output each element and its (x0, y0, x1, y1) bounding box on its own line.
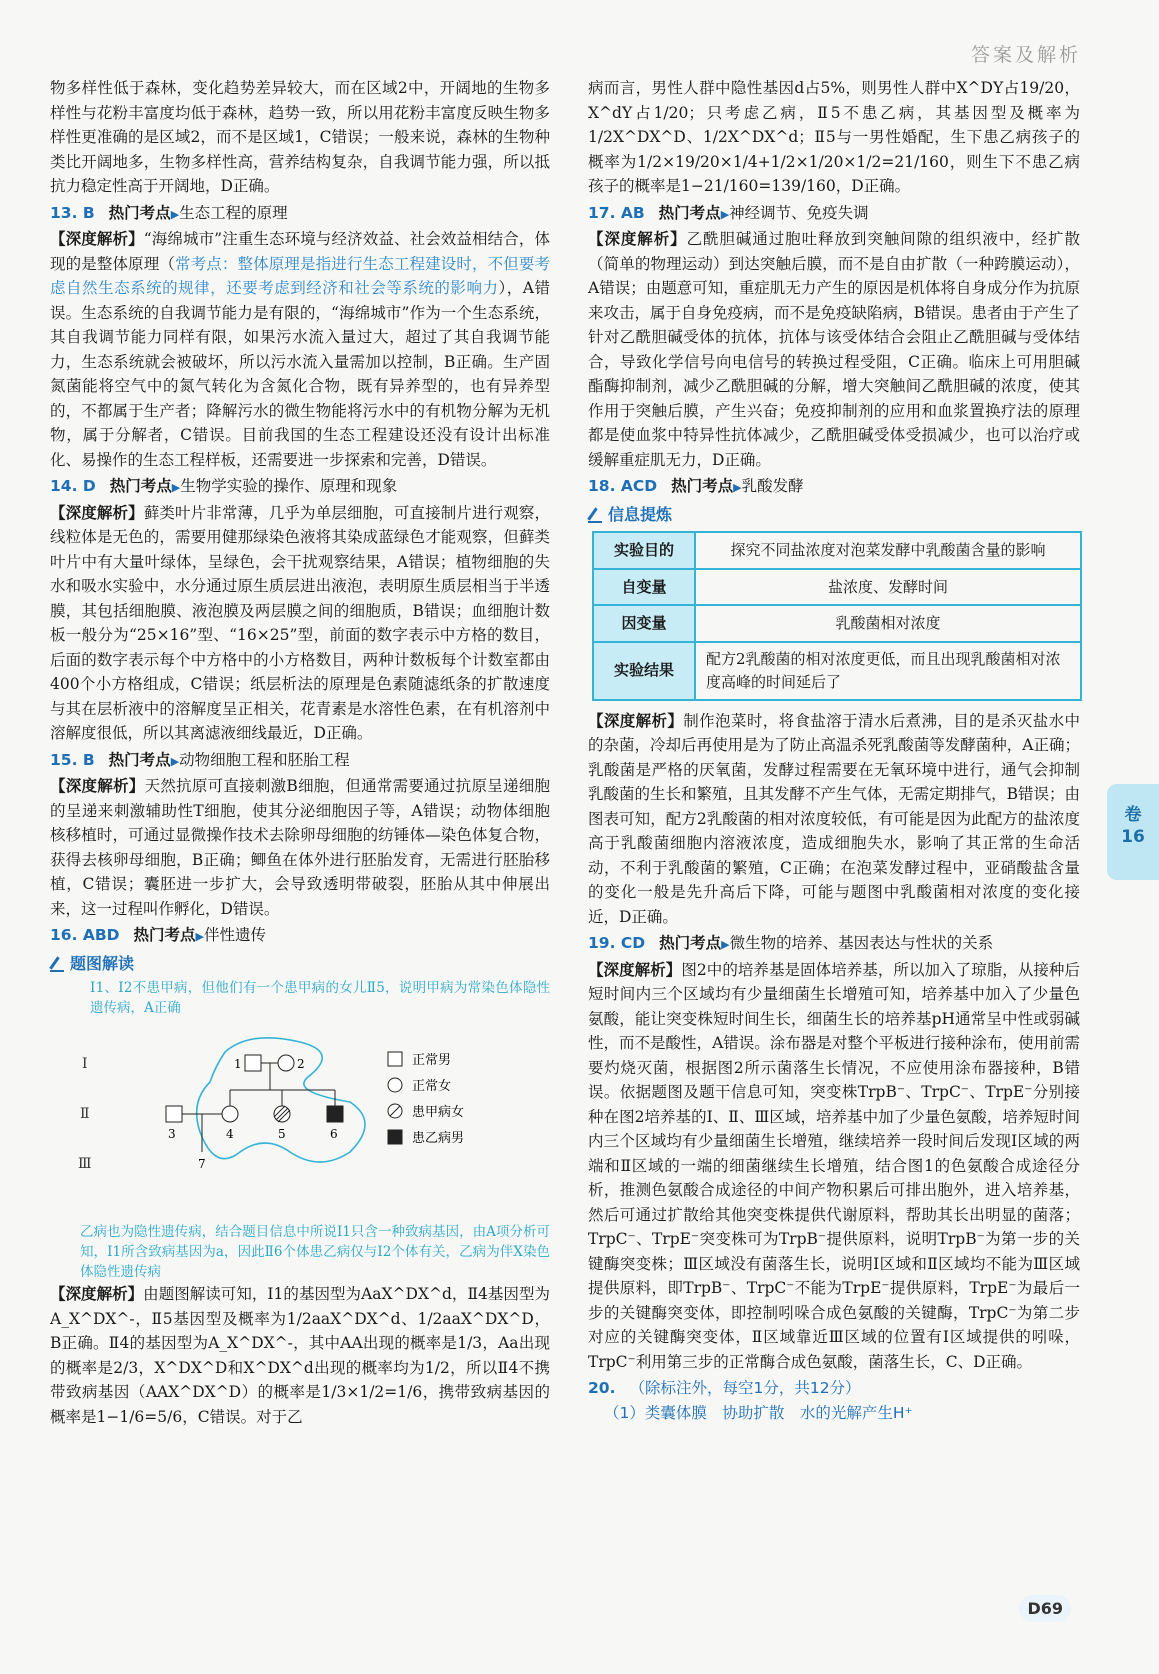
table-value-cell: 配方2乳酸菌的相对浓度更低，而且出现乳酸菌相对浓度高峰的时间延后了 (695, 642, 1081, 700)
q14-label: 【深度解析】 (50, 502, 144, 522)
q15-body (50, 774, 550, 921)
table-head-cell: 自变量 (593, 569, 695, 606)
arrow-icon: ▶ (720, 207, 730, 221)
pen-icon (588, 507, 602, 523)
q18-section-title (588, 503, 1080, 528)
table-value-cell: 乳酸菌相对浓度 (695, 605, 1081, 642)
page-header (0, 0, 1159, 66)
gen-label-3: Ⅲ (78, 1156, 92, 1172)
legend-normal-male-icon (388, 1052, 402, 1066)
ind-label-1: 1 (234, 1057, 242, 1071)
q13-header (50, 201, 550, 228)
ind-label-3: 3 (168, 1127, 176, 1141)
individual-I2 (278, 1055, 294, 1071)
q20-head: （除标注外，每空1分，共12分） (629, 1379, 861, 1397)
side-tab-label: 卷 (1124, 805, 1142, 825)
q13-number: 13. B (50, 203, 95, 222)
q16-bottom-note: 乙病也为隐性遗传病，结合题目信息中所说Ⅰ1只含一种致病基因，由A项分析可知，Ⅰ1所含致病基因为a，因此Ⅱ6个体患乙病仅与Ⅰ2个体有关，乙病为伴X染色体隐性遗传病 (80, 1224, 550, 1280)
q13-note: 常考点：整体原理是指进行生态工程建设时，不但要考虑自然生态系统的规律，还要考虑到经济和社会等系统的影响力 (50, 254, 550, 297)
q19-topic: 微生物的培养、基因表达与性状的关系 (729, 934, 994, 952)
question-13 (50, 201, 550, 473)
table-row (593, 605, 1081, 642)
q13-tag: 热门考点 (108, 203, 171, 222)
individual-II4 (222, 1106, 238, 1122)
arrow-icon: ▶ (721, 938, 730, 951)
q16-top-note: Ⅰ1、Ⅰ2不患甲病，但他们有一个患甲病的女儿Ⅱ5，说明甲病为常染色体隐性遗传病，A正确 (90, 980, 550, 1016)
q17-header (588, 201, 1080, 228)
q14-header (50, 474, 550, 501)
arrow-icon: ▶ (733, 481, 742, 494)
table-row (593, 569, 1081, 606)
q18-header (588, 474, 1080, 501)
q19-number: 19. CD (588, 934, 646, 952)
q13-body (50, 227, 550, 472)
q16-number: 16. ABD (50, 926, 120, 944)
q18-number: 18. ACD (588, 477, 658, 495)
arrow-icon: ▶ (195, 930, 205, 943)
q16-label: 【深度解析】 (50, 1284, 144, 1303)
q16-section-label: 题图解读 (70, 953, 135, 973)
q15-topic: 动物细胞工程和胚胎工程 (179, 750, 350, 769)
q16-section-title (50, 952, 550, 977)
ind-label-6: 6 (330, 1127, 338, 1141)
q14-text: 藓类叶片非常薄，几乎为单层细胞，可直接制片进行观察，线粒体是无色的，需要用健那绿染色液将其染成蓝绿色才能观察，但藓类叶片中有大量叶绿体，呈绿色，会干扰观察结果，A错误；植物细胞的失水和吸水实验中，水分通过原生质层进出液泡，表明原生质层相当于半透膜，其包括细胞膜、液泡膜及两层膜之间的细胞质，B错误；血细胞计数板一般分为“25×16”型、“16×25”型，前面的数字表示中方格的数目，后面的数字表示每个中方格中的小方格数目，两种计数板每个计数室都由400个小方格组成，C错误；纸层析法的原理是色素随滤纸条的扩散速度与其在层析液中的溶解度呈正相关，花青素是水溶性色素，在有机溶剂中溶解度很低，所以其离滤液细线最近，D正确。 (50, 503, 550, 742)
q18-label: 【深度解析】 (588, 710, 684, 730)
gen-label-1: Ⅰ (82, 1056, 88, 1072)
q13-topic: 生态工程的原理 (179, 203, 288, 222)
pedigree-svg (50, 1022, 550, 1212)
question-15 (50, 748, 550, 922)
right-intro-text: 病而言，男性人群中隐性基因d占5%，则男性人群中X^DY占19/20，X^dY占1/20；只考虑乙病，Ⅱ5不患乙病，其基因型及概率为1/2X^DX^D、1/2X^DX^d；Ⅱ5与一男性婚配，生下患乙病孩子的概率为1/2×19/20×1/4+1/2×1/20×1/2=21/160，则生下不患乙病孩子的概率是1−21/160=139/160，D正确。 (588, 79, 1080, 195)
left-column (50, 76, 550, 1429)
q19-label: 【深度解析】 (588, 959, 682, 979)
gen-label-2: Ⅱ (80, 1106, 90, 1122)
q15-label: 【深度解析】 (50, 776, 145, 795)
question-18 (588, 474, 1080, 929)
q13-text-a: “海绵城市”注重生态环境与经济效益、社会效益相结合，体现的是整体原理（ (50, 230, 550, 273)
legend-label-2: 患甲病女 (412, 1105, 465, 1120)
arrow-icon: ▶ (170, 207, 180, 221)
q16-tag: 热门考点 (133, 926, 196, 944)
legend-label-1: 正常女 (412, 1079, 452, 1094)
side-tab-number: 16 (1121, 827, 1145, 847)
q15-header (50, 748, 550, 775)
q18-body (588, 709, 1080, 930)
q18-tag: 热门考点 (671, 477, 734, 495)
table-head-cell: 实验目的 (593, 532, 695, 569)
q20-answer-line: （1）类囊体膜 协助扩散 水的光解产生H⁺ (604, 1403, 913, 1422)
q14-body (50, 501, 550, 746)
ind-label-5: 5 (278, 1127, 286, 1141)
table-row (593, 642, 1081, 700)
legend-label-3: 患乙病男 (412, 1131, 465, 1146)
q14-topic: 生物学实验的操作、原理和现象 (180, 477, 398, 495)
pedigree-diagram (50, 1022, 550, 1218)
q14-number: 14. D (50, 477, 96, 495)
question-19 (588, 931, 1080, 1374)
ind-label-7: 7 (198, 1157, 206, 1171)
q17-topic: 神经调节、免疫失调 (729, 203, 869, 222)
q17-text: 乙酰胆碱通过胞吐释放到突触间隙的组织液中，经扩散（简单的物理运动）到达突触后膜，而不是自由扩散（一种跨膜运动），A错误；由题意可知，重症肌无力产生的原因是机体将自身成分作为抗原来攻击，属于自身免疫病，而不是免疫缺陷病，B错误。患者由于产生了针对乙酰胆碱受体的抗体，抗体与该受体结合会阻止乙酰胆碱与受体结合，导致化学信号向电信号的转换过程受阻，C正确。临床上可用胆碱酯酶抑制剂，减少乙酰胆碱的分解，增大突触间乙酰胆碱的浓度，使其作用于突触后膜，产生兴奋；免疫抑制剂的应用和血浆置换疗法的原理都是使血浆中特异性抗体减少，乙酰胆碱受体受损减少，也可以治疗或缓解重症肌无力，D正确。 (588, 230, 1080, 469)
q16-header (50, 923, 550, 950)
q18-topic: 乳酸发酵 (741, 477, 804, 495)
table-head-cell: 实验结果 (593, 642, 695, 700)
q15-text: 天然抗原可直接刺激B细胞，但通常需要通过抗原呈递细胞的呈递来刺激辅助性T细胞，使其分泌细胞因子等，A错误；动物体细胞核移植时，可通过显微操作技术去除卵母细胞的纺锤体—染色体复合物，获得去核卵母细胞，B正确；鲫鱼在体外进行胚胎发育，无需进行胚胎移植，C错误；囊胚进一步扩大，会导致透明带破裂，胚胎从其中伸展出来，这一过程叫作孵化，D错误。 (50, 777, 550, 918)
q19-text: 图2中的培养基是固体培养基，所以加入了琼脂，从接种后短时间内三个区域均有少量细菌生长增殖可知，培养基中加入了少量色氨酸，能让突变株短时间生长，细菌生长的培养基pH通常呈中性或弱碱性，而不是酸性，A错误。涂布器是对整个平板进行接种涂布，使用前需要灼烧灭菌，根据图2所示菌落生长情况，不应使用涂布器接种，B错误。依据题图及题干信息可知，突变株TrpB⁻、TrpC⁻、TrpE⁻分别接种在图2培养基的Ⅰ、Ⅱ、Ⅲ区域，培养基中加了少量色氨酸，培养短时间内三个区域均有少量细菌生长增殖，继续培养一段时间后发现Ⅰ区域的两端和Ⅱ区域的一端的细菌继续生长增殖，结合图1的色氨酸合成途径分析，推测色氨酸合成途径的中间产物积累后可排出胞外，进入培养基，然后可通过扩散给其他突变株提供代谢原料，帮助其长出明显的菌落；TrpC⁻、TrpE⁻突变株可为TrpB⁻提供原料，说明TrpB⁻为第一步的关键酶突变株；Ⅲ区域没有菌落生长，说明Ⅰ区域和Ⅱ区域均不能为Ⅲ区域提供原料，即TrpB⁻、TrpC⁻不能为TrpE⁻提供原料，TrpE⁻为最后一步的关键酶突变体，即控制吲哚合成色氨酸的关键酶，TrpC⁻为第二步对应的关键酶突变体，Ⅱ区域靠近Ⅲ区域的位置有Ⅰ区域提供的吲哚，TrpC⁻利用第三步的正常酶合成色氨酸，菌落生长，C、D正确。 (588, 960, 1080, 1371)
table-row (593, 532, 1081, 569)
individual-II3 (166, 1106, 182, 1122)
q18-section-label: 信息提炼 (608, 504, 673, 524)
table-head-cell: 因变量 (593, 605, 695, 642)
table-value-cell: 探究不同盐浓度对泡菜发酵中乳酸菌含量的影响 (695, 532, 1081, 569)
info-table (592, 531, 1082, 701)
q16-body (50, 1282, 550, 1429)
q19-header (588, 931, 1080, 958)
page-number: D69 (1019, 1595, 1071, 1622)
q17-label: 【深度解析】 (588, 229, 687, 248)
header-title: 答案及解析 (970, 44, 1081, 66)
q17-number: 17. AB (588, 203, 645, 222)
legend-normal-female-icon (388, 1078, 402, 1092)
legend-affected-male-icon (388, 1130, 402, 1144)
q16-text: 由题图解读可知，Ⅰ1的基因型为AaX^DX^d，Ⅱ4基因型为A_X^DX^-，Ⅱ5基因型及概率为1/2aaX^DX^d、1/2aaX^DX^D，B正确。Ⅱ4的基因型为A_X^DX^-，其中AA出现的概率是1/3，Aa出现的概率是2/3，X^DX^D和X^DX^d出现的概率均为1/2，所以Ⅱ4不携带致病基因（AAX^DX^D）的概率是1/3×1/2=1/6，携带致病基因的概率是1−1/6=5/6，C错误。对于乙 (50, 1285, 550, 1426)
question-14 (50, 474, 550, 746)
ind-label-4: 4 (226, 1127, 234, 1141)
q15-tag: 热门考点 (108, 750, 171, 769)
question-20 (588, 1376, 1080, 1425)
q17-tag: 热门考点 (658, 203, 721, 222)
q13-label: 【深度解析】 (50, 229, 144, 248)
individual-II6 (327, 1106, 343, 1122)
volume-side-tab (1107, 784, 1159, 880)
individual-I1 (245, 1055, 261, 1071)
left-intro-text: 物多样性低于森林，变化趋势差异较大，而在区域2中，开阔地的生物多样性与花粉丰富度均低于森林，趋势一致，所以用花粉丰富度反映生物多样性更准确的是区域2，而不是区域1，C错误；一般来说，森林的生物种类比开阔地多，生物多样性高，营养结构复杂，自我调节能力强，所以抵抗力稳定性高于开阔地，D正确。 (50, 79, 550, 195)
ind-label-2: 2 (297, 1057, 305, 1071)
q15-number: 15. B (50, 750, 95, 769)
q16-topic: 伴性遗传 (204, 926, 267, 944)
q18-text: 制作泡菜时，将食盐溶于清水后煮沸，目的是杀灭盐水中的杂菌，冷却后再使用是为了防止高温杀死乳酸菌等发酵菌种，A正确；乳酸菌是严格的厌氧菌，发酵过程需要在无氧环境中进行，通气会抑制乳酸菌的生长和繁殖，且其发酵不产生气体，无需定期排气，B错误；由图表可知，配方2乳酸菌的相对浓度较低，有可能是因为此配方的盐浓度高于乳酸菌细胞内溶液浓度，造成细胞失水，影响了其正常的生命活动，不利于乳酸菌的繁殖，C正确；在泡菜发酵过程中，亚硝酸盐含量的变化一般是先升高后下降，可能与题图中乳酸菌相对浓度的变化接近，D正确。 (588, 711, 1080, 926)
q13-text-b: ），A错误。生态系统的自我调节能力是有限的，“海绵城市”作为一个生态系统，其自我调节能力同样有限，如果污水流入量过大，超过了其自我调节能力，生态系统就会被破坏，所以污水流入量需加以控制，B正确。生产固氮菌能将空气中的氮气转化为含氮化合物，既有异养型的，也有异养型的，不都属于生产者；降解污水的微生物能将污水中的有机物分解为无机物，属于分解者，C错误。目前我国的生态工程建设还没有设计出标准化、易操作的生态工程样板，还需要进一步探索和完善，D错误。 (50, 279, 550, 469)
legend-label-0: 正常男 (412, 1053, 452, 1068)
q20-header (588, 1376, 1080, 1401)
q19-tag: 热门考点 (659, 934, 722, 952)
q19-body (588, 958, 1080, 1375)
right-column (588, 76, 1080, 1425)
question-17 (588, 201, 1080, 473)
pen-icon (50, 956, 64, 972)
q17-body (588, 227, 1080, 472)
q14-tag: 热门考点 (109, 477, 172, 495)
question-16 (50, 923, 550, 1429)
arrow-icon: ▶ (171, 481, 181, 494)
q20-number: 20. (588, 1379, 616, 1397)
arrow-icon: ▶ (170, 754, 180, 768)
table-value-cell: 盐浓度、发酵时间 (695, 569, 1081, 606)
